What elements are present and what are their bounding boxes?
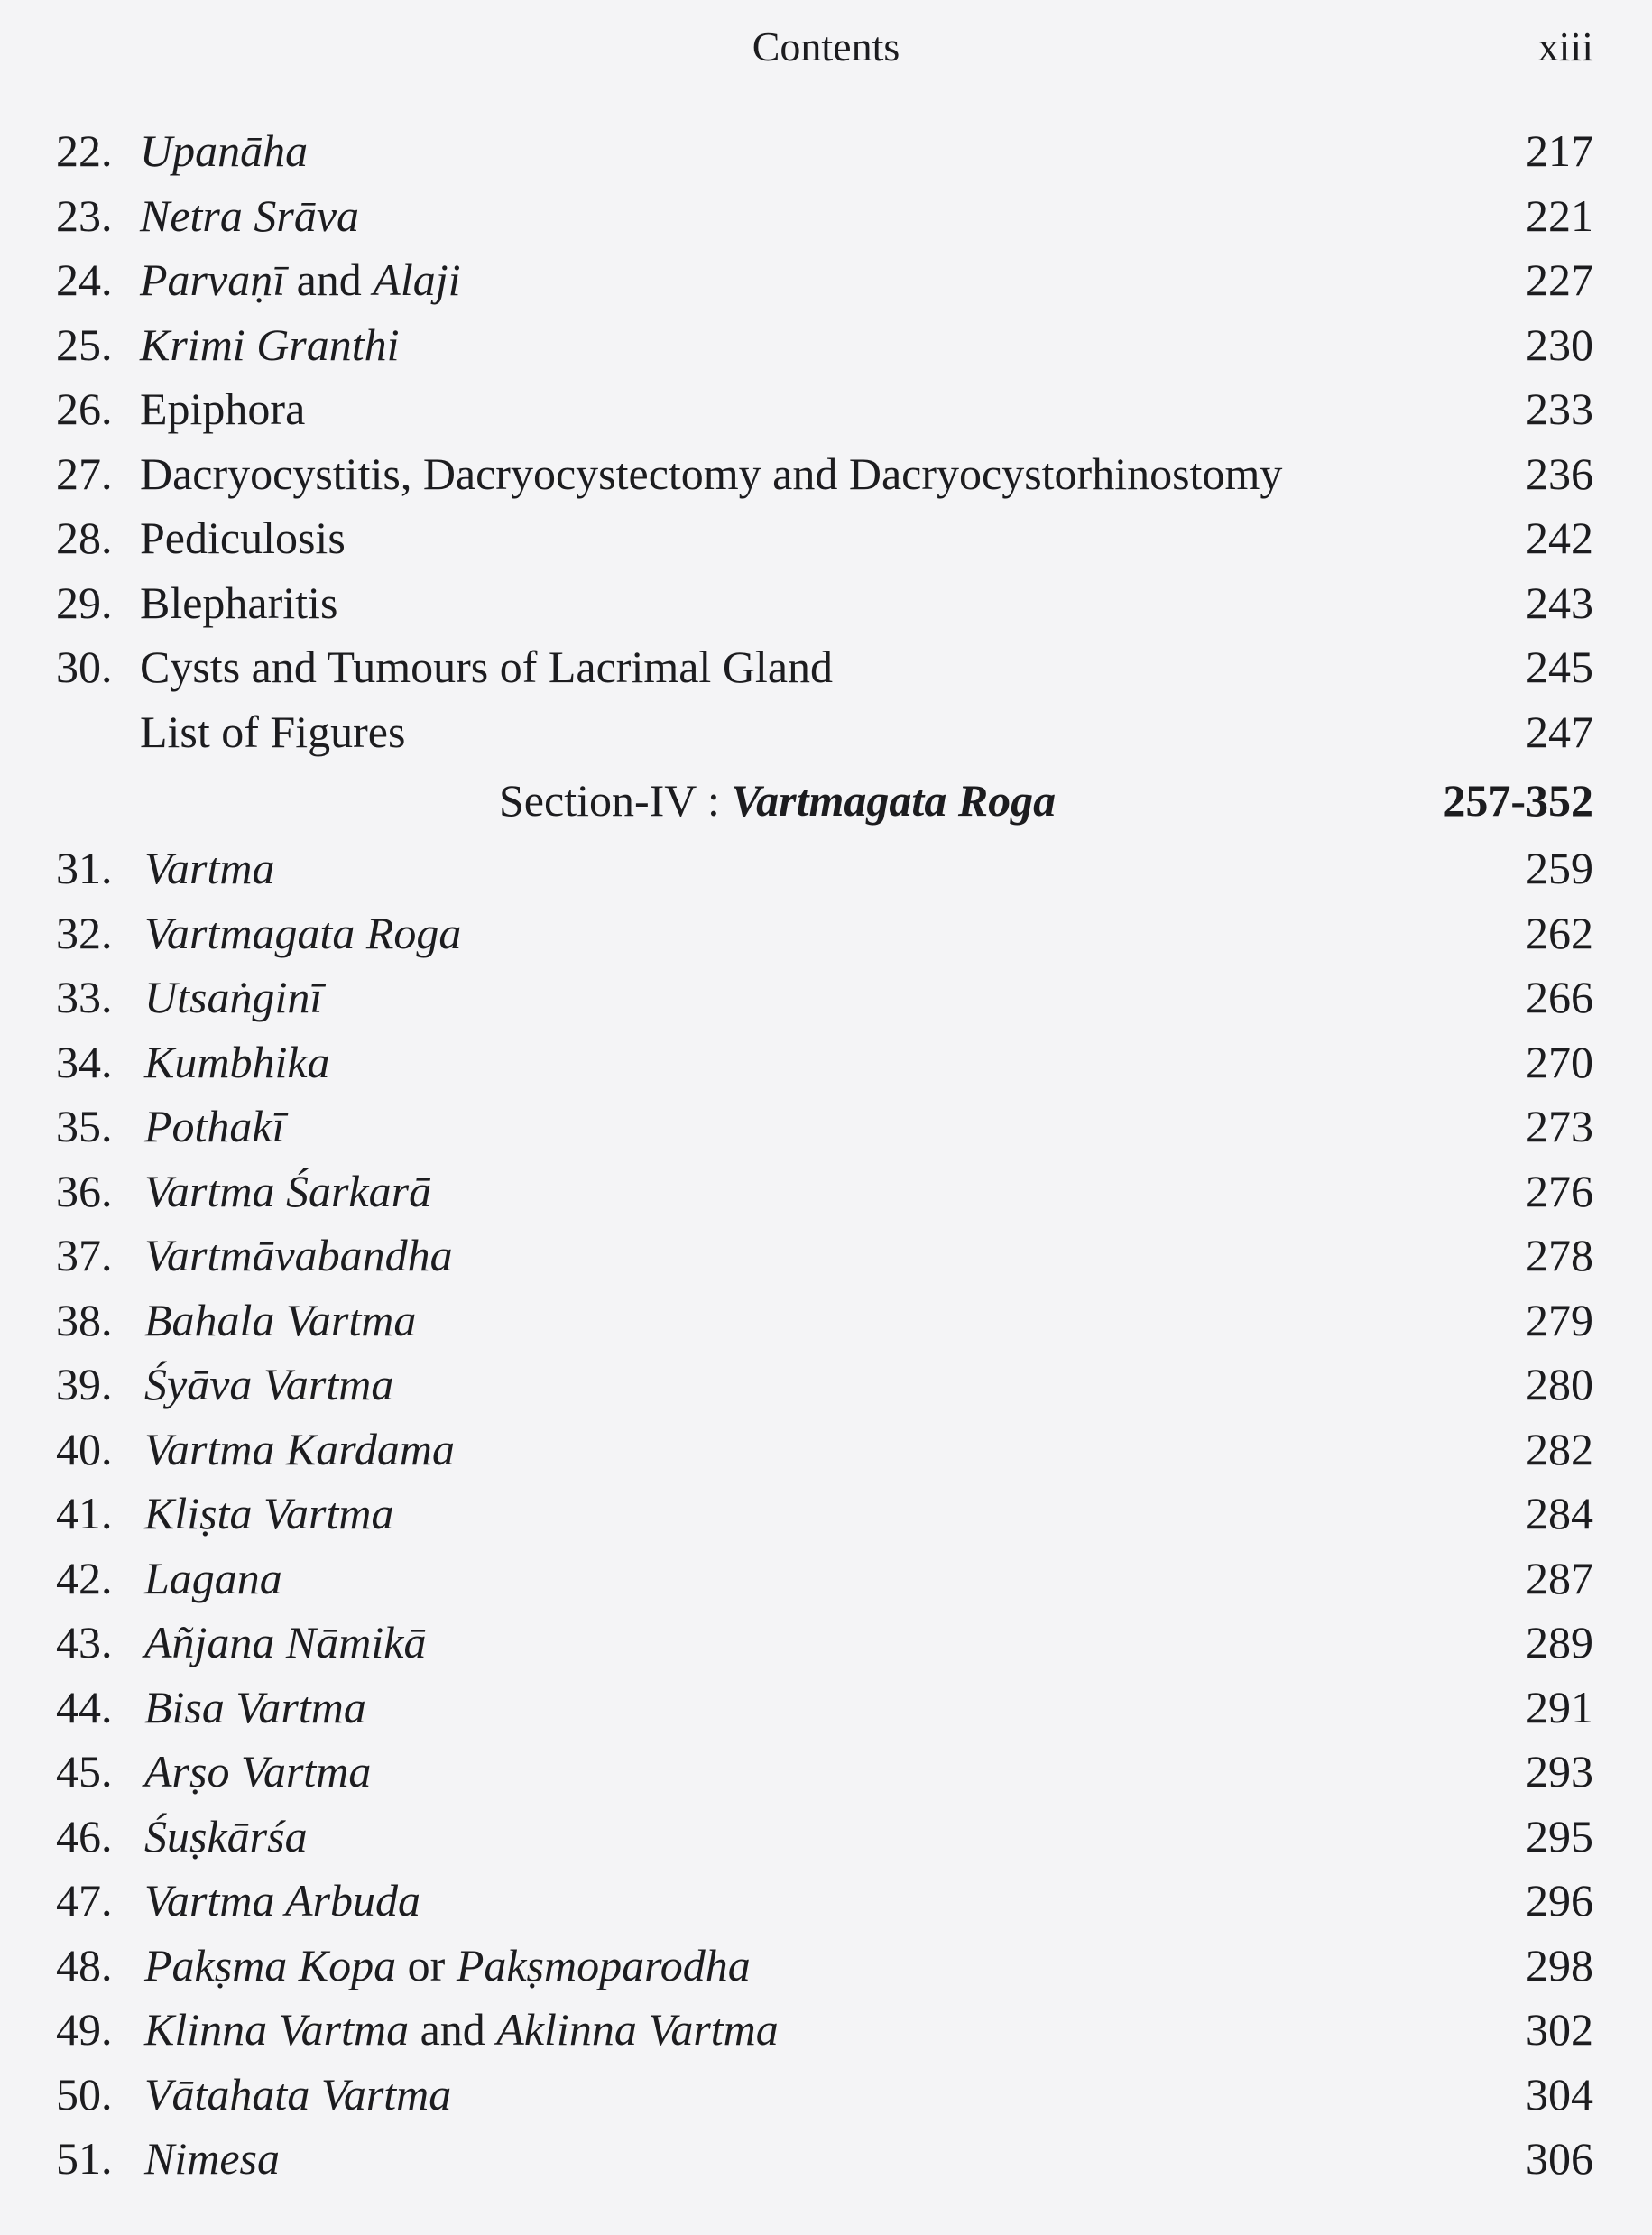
entry-page: 306 — [1526, 2133, 1593, 2184]
entry-page: 242 — [1526, 513, 1593, 563]
toc-entry — [0, 248, 1652, 313]
entry-page: 266 — [1526, 972, 1593, 1022]
entry-title-part: Aklinna Vartma — [496, 2004, 779, 2055]
entry-number: 39. — [56, 1359, 113, 1409]
entry-title — [144, 1805, 308, 1870]
entry-title — [144, 2127, 280, 2192]
toc-entry — [0, 377, 1652, 442]
entry-number: 46. — [56, 1810, 113, 1861]
section-page-range: 257-352 — [1443, 775, 1593, 826]
entry-number: 45. — [56, 1746, 113, 1796]
toc-entry — [0, 1547, 1652, 1612]
toc-entry — [0, 1224, 1652, 1288]
entry-title-part: Kliṣta Vartma — [144, 1488, 394, 1538]
entry-title — [144, 836, 274, 901]
entry-title-part: Vartma — [144, 843, 275, 893]
page-number: xiii — [1537, 23, 1593, 69]
entry-title-part: Pothakī — [144, 1101, 285, 1151]
entry-number: 35. — [56, 1101, 113, 1151]
entry-title-part: Utsaṅginī — [144, 972, 323, 1022]
entry-title-part: Netra Srāva — [140, 189, 360, 241]
entry-title-part: Bisa Vartma — [144, 1681, 366, 1732]
entry-page: 280 — [1526, 1359, 1593, 1409]
toc-entry — [0, 506, 1652, 571]
entry-title-part: Pediculosis — [140, 513, 346, 563]
entry-title — [144, 1869, 420, 1934]
entry-number: 42. — [56, 1552, 113, 1603]
entry-page: 233 — [1526, 383, 1593, 434]
section-label: Section-IV : — [499, 775, 732, 826]
entry-title — [140, 442, 1282, 507]
toc-entry — [0, 965, 1652, 1030]
entry-title — [144, 1159, 431, 1224]
entry-title — [144, 1740, 371, 1805]
toc-entry — [0, 635, 1652, 700]
entry-title-part: Blepharitis — [140, 577, 338, 628]
entry-number: 40. — [56, 1423, 113, 1474]
entry-title-part: Kumbhika — [144, 1036, 330, 1087]
entry-number: 33. — [56, 972, 113, 1022]
entry-page: 296 — [1526, 1875, 1593, 1926]
entry-number: 26. — [56, 383, 113, 434]
entry-title — [144, 1094, 285, 1159]
entry-title-part: Upanāha — [140, 125, 309, 176]
toc-entry — [0, 700, 1652, 765]
entry-title — [144, 1998, 779, 2063]
entry-title-part: Nimesa — [144, 2133, 280, 2184]
entry-title-part: Śuṣkārśa — [144, 1810, 308, 1861]
toc-entry — [0, 184, 1652, 249]
entry-page: 247 — [1526, 706, 1593, 757]
entry-page: 227 — [1526, 254, 1593, 305]
entry-number: 41. — [56, 1488, 113, 1538]
toc-entry — [0, 1740, 1652, 1805]
entry-title-part: Pakṣmoparodha — [456, 1939, 751, 1990]
entry-title-part: Epiphora — [140, 383, 306, 434]
entry-number: 23. — [56, 189, 113, 241]
entry-number: 30. — [56, 642, 113, 692]
entry-number: 38. — [56, 1294, 113, 1345]
section-3-entries — [0, 119, 1652, 764]
entry-title-part: Parvaṇī — [140, 254, 286, 305]
entry-title — [144, 901, 461, 966]
page-header — [0, 20, 1652, 74]
entry-title-part: Klinna Vartma — [144, 2004, 410, 2055]
entry-title — [144, 1353, 393, 1418]
entry-page: 243 — [1526, 577, 1593, 628]
entry-number: 43. — [56, 1617, 113, 1667]
entry-page: 230 — [1526, 319, 1593, 370]
entry-title — [140, 119, 308, 184]
section-4-entries — [0, 836, 1652, 2192]
entry-number: 44. — [56, 1681, 113, 1732]
toc-entry — [0, 1998, 1652, 2063]
entry-page: 278 — [1526, 1230, 1593, 1280]
entry-page: 293 — [1526, 1746, 1593, 1796]
entry-title — [140, 635, 833, 700]
entry-page: 295 — [1526, 1810, 1593, 1861]
entry-title-part: Vartma Śarkarā — [144, 1165, 432, 1216]
toc-entry — [0, 1611, 1652, 1676]
toc-entry — [0, 1159, 1652, 1224]
entry-title — [140, 377, 305, 442]
entry-title — [144, 1934, 751, 1999]
entry-title-part: Śyāva Vartma — [144, 1359, 394, 1409]
entry-number: 34. — [56, 1036, 113, 1087]
entry-title — [140, 506, 346, 571]
entry-number: 27. — [56, 448, 113, 499]
toc-entry — [0, 901, 1652, 966]
entry-number: 29. — [56, 577, 113, 628]
section-name: Vartmagata Roga — [731, 775, 1057, 826]
toc-entry — [0, 442, 1652, 507]
entry-page: 259 — [1526, 843, 1593, 893]
entry-title — [140, 571, 337, 636]
entry-page: 276 — [1526, 1165, 1593, 1216]
entry-number: 36. — [56, 1165, 113, 1216]
entry-title — [140, 700, 405, 765]
entry-page: 298 — [1526, 1939, 1593, 1990]
entry-title-part: Krimi Granthi — [140, 319, 400, 370]
toc-entry — [0, 119, 1652, 184]
entry-title-part: Pakṣma Kopa — [144, 1939, 397, 1990]
entry-number: 32. — [56, 907, 113, 958]
entry-title — [144, 1288, 416, 1353]
entry-title-part: Cysts and Tumours of Lacrimal Gland — [140, 642, 834, 692]
entry-title — [140, 313, 400, 378]
entry-page: 284 — [1526, 1488, 1593, 1538]
entry-title — [144, 2063, 451, 2128]
toc-entry — [0, 836, 1652, 901]
entry-number: 37. — [56, 1230, 113, 1280]
toc-entry — [0, 1030, 1652, 1095]
entry-number: 48. — [56, 1939, 113, 1990]
entry-title-part: and — [285, 254, 374, 305]
entry-number: 49. — [56, 2004, 113, 2055]
section-heading-title — [499, 764, 1056, 836]
entry-title-part: Vartmagata Roga — [144, 907, 462, 958]
entry-page: 287 — [1526, 1552, 1593, 1603]
entry-title — [144, 1676, 366, 1741]
entry-title — [144, 1547, 282, 1612]
toc-entry — [0, 1676, 1652, 1741]
entry-title-part: Vartma Arbuda — [144, 1875, 421, 1926]
toc-entry — [0, 1482, 1652, 1547]
toc-entry — [0, 1353, 1652, 1418]
toc-entry — [0, 313, 1652, 378]
entry-page: 236 — [1526, 448, 1593, 499]
entry-title — [144, 1418, 455, 1482]
entry-page: 282 — [1526, 1423, 1593, 1474]
entry-title-part: Dacryocystitis, Dacryocystectomy and Dacryocystorhinostomy — [140, 448, 1283, 499]
entry-title-part: Vartmāvabandha — [144, 1230, 453, 1280]
toc-entry — [0, 1418, 1652, 1482]
entry-page: 302 — [1526, 2004, 1593, 2055]
table-of-contents — [0, 119, 1652, 2192]
toc-entry — [0, 1869, 1652, 1934]
entry-title-part: Vartma Kardama — [144, 1423, 456, 1474]
entry-page: 245 — [1526, 642, 1593, 692]
entry-title-part: Lagana — [144, 1552, 282, 1603]
entry-number: 25. — [56, 319, 113, 370]
entry-title — [144, 1611, 426, 1676]
entry-title-part: List of Figures — [140, 706, 406, 757]
entry-title — [140, 248, 461, 313]
entry-page: 279 — [1526, 1294, 1593, 1345]
entry-title — [140, 184, 359, 249]
toc-entry — [0, 2127, 1652, 2192]
toc-entry — [0, 1934, 1652, 1999]
entry-title-part: Añjana Nāmikā — [144, 1617, 427, 1667]
section-heading — [0, 764, 1652, 836]
entry-title-part: and — [409, 2004, 497, 2055]
entry-title — [144, 1030, 330, 1095]
toc-entry — [0, 1288, 1652, 1353]
entry-title-part: Bahala Vartma — [144, 1294, 417, 1345]
entry-page: 273 — [1526, 1101, 1593, 1151]
entry-page: 262 — [1526, 907, 1593, 958]
toc-entry — [0, 1094, 1652, 1159]
entry-page: 270 — [1526, 1036, 1593, 1087]
toc-entry — [0, 571, 1652, 636]
toc-entry — [0, 2063, 1652, 2128]
entry-number: 22. — [56, 125, 113, 176]
entry-title — [144, 1482, 393, 1547]
entry-page: 217 — [1526, 125, 1593, 176]
entry-title-part: or — [396, 1939, 457, 1990]
entry-number: 50. — [56, 2068, 113, 2120]
entry-number: 31. — [56, 843, 113, 893]
entry-number: 24. — [56, 254, 113, 305]
running-title: Contents — [752, 23, 900, 69]
entry-number: 28. — [56, 513, 113, 563]
entry-number: 47. — [56, 1875, 113, 1926]
entry-title-part: Arṣo Vartma — [144, 1746, 372, 1796]
entry-page: 289 — [1526, 1617, 1593, 1667]
toc-entry — [0, 1805, 1652, 1870]
entry-title-part: Vātahata Vartma — [144, 2068, 452, 2120]
entry-title-part: Alaji — [373, 254, 461, 305]
entry-number: 51. — [56, 2133, 113, 2184]
entry-title — [144, 1224, 453, 1288]
entry-page: 304 — [1526, 2068, 1593, 2120]
entry-page: 221 — [1526, 189, 1593, 241]
entry-page: 291 — [1526, 1681, 1593, 1732]
entry-title — [144, 965, 322, 1030]
